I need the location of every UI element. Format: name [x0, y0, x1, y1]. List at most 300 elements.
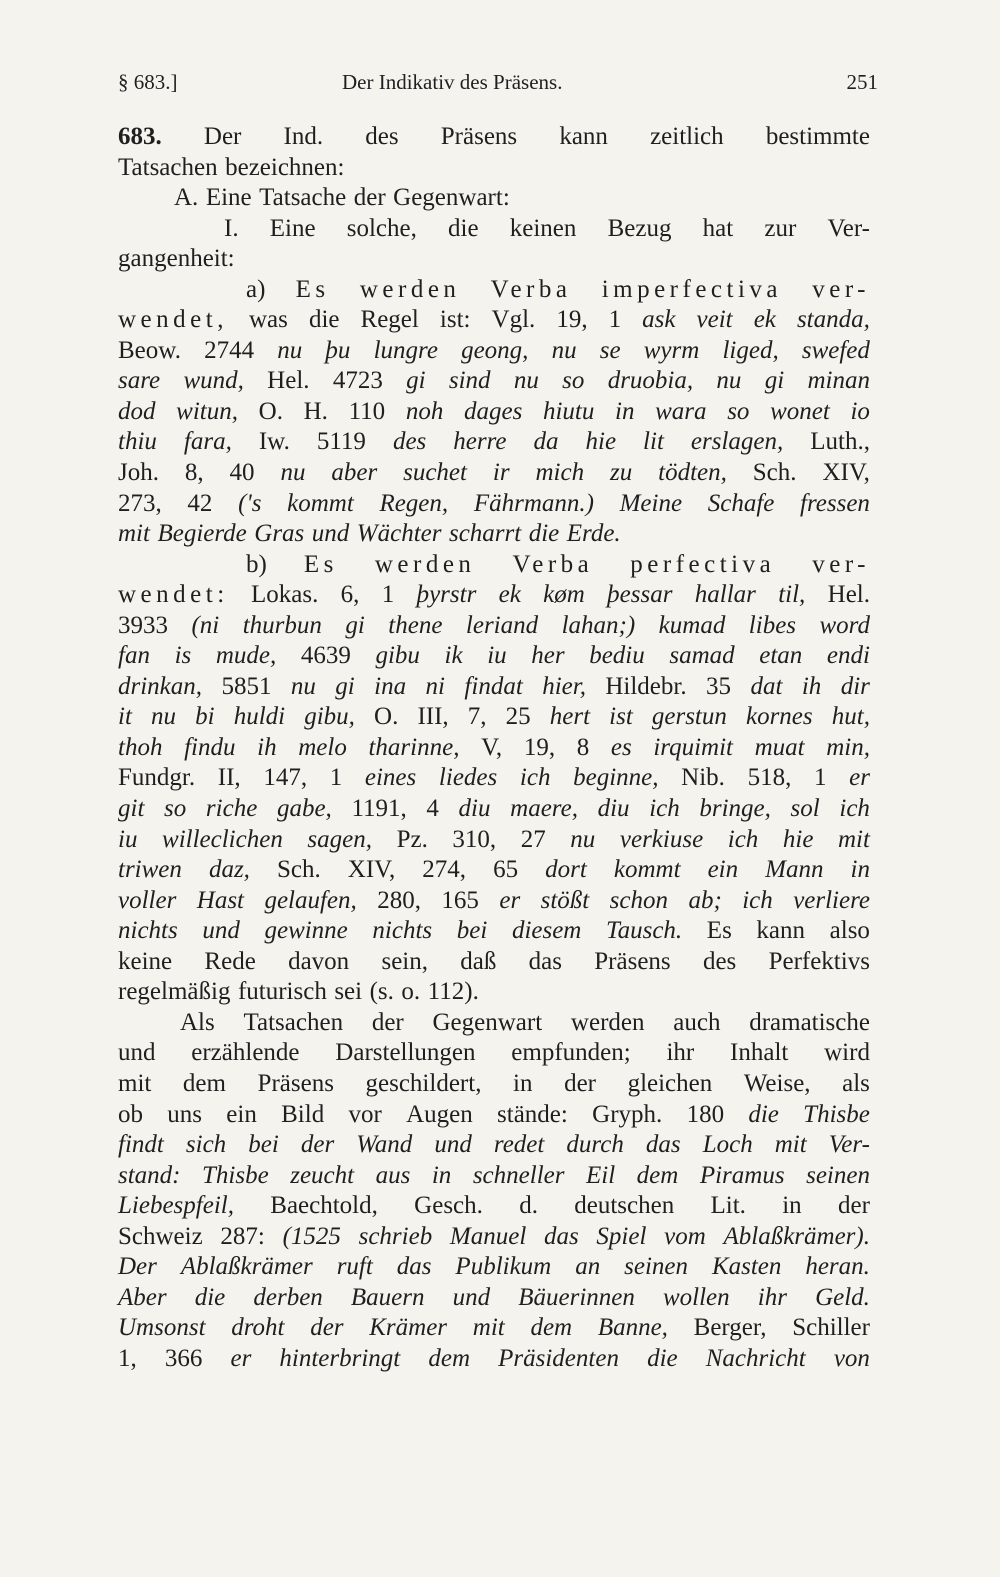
word: swefed: [801, 336, 870, 364]
word: o.: [401, 978, 421, 1006]
word: Sch.: [276, 856, 321, 884]
word: Hel.: [267, 367, 310, 395]
word: gi: [345, 611, 365, 639]
word: wonet: [770, 397, 830, 425]
word: Schweiz: [118, 1222, 203, 1250]
word: Präsidenten: [498, 1344, 619, 1372]
word: Hast: [196, 886, 244, 914]
word: (s.: [369, 978, 394, 1006]
text-line: [118, 397, 870, 428]
word: 1,: [118, 1344, 137, 1372]
word: keinen: [509, 214, 577, 242]
word: dir: [840, 672, 870, 700]
word: auch: [673, 1008, 721, 1036]
word: ver-: [812, 275, 870, 303]
word: 112).: [427, 978, 479, 1006]
word: werden: [359, 275, 461, 303]
word: Gras: [254, 520, 305, 548]
word: derben: [253, 1283, 323, 1311]
word: sei: [334, 978, 363, 1006]
word: der: [353, 184, 386, 212]
word: keine: [118, 947, 173, 975]
word: minan: [807, 367, 870, 395]
text-line: [118, 366, 870, 397]
word: ihr: [666, 1039, 695, 1067]
text-line: [118, 1222, 870, 1253]
word: und: [311, 520, 350, 548]
word: Fährmann.): [473, 489, 594, 517]
word: Es: [295, 275, 330, 303]
word: Tatsachen: [118, 153, 218, 181]
word: schneller: [472, 1161, 565, 1189]
word: sind: [448, 367, 491, 395]
page-number: 251: [846, 70, 878, 94]
word: also: [829, 917, 870, 945]
word: Inhalt: [730, 1039, 789, 1067]
word: dat: [750, 672, 783, 700]
word: davon: [288, 947, 350, 975]
text-line: [118, 1130, 870, 1161]
word: Banne,: [597, 1314, 668, 1342]
word: kommt: [287, 489, 354, 517]
word: kann: [559, 123, 608, 150]
word: tödten,: [658, 459, 727, 487]
word: ih: [801, 672, 822, 700]
word: ek: [753, 306, 776, 334]
word: 518,: [747, 764, 792, 792]
text-line: [118, 183, 870, 214]
word: seinen: [624, 1253, 688, 1281]
text-line: [118, 1161, 870, 1192]
word: vom: [664, 1222, 706, 1250]
word: gibu: [375, 642, 420, 670]
word: kommt: [613, 856, 681, 884]
word: suchet: [403, 459, 467, 487]
word: nu: [513, 367, 539, 395]
body-text: [118, 122, 870, 1374]
word: dem: [530, 1314, 573, 1342]
word: ob: [118, 1100, 143, 1128]
word: der: [300, 1131, 335, 1159]
word: Luth.,: [810, 428, 870, 456]
word: an: [575, 1253, 601, 1281]
word: Geld.: [815, 1283, 870, 1311]
word: erslagen,: [690, 428, 784, 456]
word: wyrm: [643, 336, 700, 364]
word: ich: [727, 825, 759, 853]
word: riche: [205, 795, 258, 823]
text-line: [118, 825, 870, 856]
word: hier,: [542, 672, 586, 700]
word: zeucht: [290, 1161, 355, 1189]
word: diesem: [511, 917, 582, 945]
word: Verba: [490, 275, 572, 303]
word: Gegenwart: [432, 1008, 543, 1036]
word: werden: [570, 1008, 645, 1036]
text-line: [118, 427, 870, 458]
word: Regen,: [379, 489, 449, 517]
word: thene: [388, 611, 443, 639]
section-reference: § 683.]: [118, 70, 178, 94]
text-line: [118, 794, 870, 825]
word: Hel.: [827, 581, 870, 609]
word: bediu: [589, 642, 645, 670]
word: it: [118, 703, 132, 731]
word: Es: [303, 550, 338, 578]
text-line: [118, 580, 870, 611]
text-line: [118, 1038, 870, 1069]
word: Joh.: [118, 459, 159, 487]
word: 19,: [523, 733, 556, 761]
word: ich: [839, 795, 870, 823]
word: das: [396, 1253, 432, 1281]
word: nichts: [372, 917, 433, 945]
word: se: [599, 336, 621, 364]
word: wara: [655, 397, 707, 425]
word: erzählende: [191, 1039, 300, 1067]
word: und: [434, 1131, 472, 1159]
word: þyrstr: [416, 581, 477, 609]
text-line: [118, 1008, 870, 1039]
word: 1191,: [351, 795, 407, 823]
word: wendet,: [118, 306, 228, 334]
word: gabe,: [276, 795, 332, 823]
word: Augen: [406, 1100, 473, 1128]
word: nichts: [118, 917, 178, 945]
word: und: [118, 1039, 156, 1067]
word: 147,: [263, 764, 308, 792]
word: futurisch: [237, 978, 327, 1006]
word: in: [850, 856, 870, 884]
word: ('s: [238, 489, 262, 517]
word: Baechtold,: [270, 1192, 378, 1220]
word: die: [448, 214, 479, 242]
word: durch: [566, 1131, 624, 1159]
word: mit: [774, 1131, 807, 1159]
text-line: [118, 886, 870, 917]
word: Es: [706, 917, 732, 945]
word: Meine: [619, 489, 683, 517]
word: diu: [597, 795, 630, 823]
word: 273,: [118, 489, 162, 517]
word: ina: [374, 672, 407, 700]
word: V,: [481, 733, 503, 761]
word: lungre: [373, 336, 438, 364]
text-line: [118, 1100, 870, 1131]
word: wendet:: [118, 581, 229, 609]
word: drinkan,: [118, 672, 203, 700]
word: ich: [742, 886, 773, 914]
word: zu: [609, 459, 633, 487]
text-line: [118, 1069, 870, 1100]
word: II,: [217, 764, 241, 792]
word: perfectiva: [630, 550, 776, 578]
word: hiutu: [542, 397, 595, 425]
word: her: [531, 642, 565, 670]
word: bestimmte: [765, 123, 870, 150]
word: findt: [118, 1131, 164, 1159]
word: leriand: [465, 611, 539, 639]
text-line: [118, 1191, 870, 1222]
word: des: [702, 947, 737, 975]
word: gerstun: [651, 703, 727, 731]
word: gi: [335, 672, 355, 700]
word: uns: [167, 1100, 203, 1128]
word: Präsens: [594, 947, 671, 975]
text-line: [118, 153, 870, 184]
word: A.: [174, 184, 199, 212]
word: 65: [493, 856, 519, 884]
word: Nib.: [681, 764, 725, 792]
word: er: [849, 764, 870, 792]
word: Wächter: [356, 520, 442, 548]
word: ir: [492, 459, 510, 487]
word: das: [528, 947, 562, 975]
word: ich: [649, 795, 680, 823]
word: Darstellungen: [335, 1039, 476, 1067]
word: die: [647, 1344, 678, 1372]
word: Ver-: [828, 1131, 870, 1159]
word: hie: [585, 428, 617, 456]
word: als: [842, 1069, 870, 1097]
word: melo: [298, 733, 347, 761]
word: gelaufen,: [264, 886, 357, 914]
word: dem: [182, 1069, 226, 1097]
word: fressen: [800, 489, 870, 517]
word: Spiel: [596, 1222, 647, 1250]
text-line: [118, 855, 870, 886]
word: Bezug: [607, 214, 672, 242]
word: Rede: [204, 947, 256, 975]
text-line: [118, 305, 870, 336]
word: regelmäßig: [118, 978, 231, 1006]
word: Beow.: [118, 336, 181, 364]
word: d.: [519, 1192, 538, 1220]
word: 8: [576, 733, 590, 761]
word: 27: [520, 825, 546, 853]
word: 1: [329, 764, 343, 792]
word: redet: [493, 1131, 545, 1159]
word: mude,: [215, 642, 277, 670]
text-line: [118, 916, 870, 947]
word: und: [452, 1283, 491, 1311]
word: Berger,: [693, 1314, 767, 1342]
word: des: [392, 428, 427, 456]
word: mit: [118, 1069, 152, 1097]
word: druobia,: [607, 367, 694, 395]
word: 280,: [377, 886, 421, 914]
word: voller: [118, 886, 177, 914]
text-line: [118, 519, 870, 550]
word: Verba: [512, 550, 594, 578]
word: Vgl.: [491, 306, 536, 334]
word: ask: [642, 306, 676, 334]
text-line: [118, 244, 870, 275]
word: O.: [258, 397, 283, 425]
text-line: [118, 1344, 870, 1375]
word: 1: [381, 581, 395, 609]
word: so: [164, 795, 187, 823]
word: Liebespfeil,: [118, 1192, 234, 1220]
word: Lokas.: [250, 581, 319, 609]
word: bezeichnen:: [225, 153, 345, 181]
word: Nachricht: [705, 1344, 806, 1372]
word: Schafe: [707, 489, 775, 517]
word: veit: [696, 306, 733, 334]
word: endi: [826, 642, 870, 670]
text-line: [118, 489, 870, 520]
word: XIV,: [822, 459, 870, 487]
word: der: [371, 1008, 404, 1036]
word: tharinne,: [368, 733, 460, 761]
word: Umsonst: [118, 1314, 206, 1342]
word: sol: [790, 795, 820, 823]
word: lit: [643, 428, 664, 456]
word: ein: [226, 1100, 257, 1128]
word: die: [308, 306, 340, 334]
word: fara,: [183, 428, 232, 456]
word: 4723: [332, 367, 383, 395]
word: was: [249, 306, 288, 334]
word: þessar: [607, 581, 673, 609]
word: bringe,: [699, 795, 771, 823]
word: verliere: [793, 886, 870, 914]
word: in: [513, 1069, 533, 1097]
text-line: [118, 611, 870, 642]
word: nu: [716, 367, 742, 395]
word: zur: [764, 214, 797, 242]
word: Ind.: [283, 123, 324, 150]
word: Gegenwart:: [393, 184, 510, 212]
word: Begierde: [157, 520, 247, 548]
word: seinen: [806, 1161, 870, 1189]
word: kornes: [745, 703, 813, 731]
word: er: [499, 886, 521, 914]
word: vor: [348, 1100, 382, 1128]
text-line: [118, 458, 870, 489]
word: Als: [180, 1008, 215, 1036]
word: Loch: [702, 1131, 753, 1159]
word: Ablaßkrämer: [180, 1253, 313, 1281]
word: dages: [463, 397, 523, 425]
word: word: [819, 611, 870, 639]
word: Manuel: [449, 1222, 527, 1250]
word: schrieb: [358, 1222, 433, 1250]
word: dem: [636, 1161, 679, 1189]
word: aber: [331, 459, 378, 487]
word: findu: [184, 733, 236, 761]
word: da: [533, 428, 559, 456]
word: 5851: [221, 672, 272, 700]
word: in: [431, 1161, 452, 1189]
word: ich: [519, 764, 551, 792]
word: das: [543, 1222, 579, 1250]
word: Bäuerinnen: [518, 1283, 635, 1311]
word: etan: [759, 642, 803, 670]
word: Bauern: [350, 1283, 425, 1311]
word: 1: [813, 764, 827, 792]
word: ist:: [439, 306, 471, 334]
text-line: [118, 641, 870, 672]
word: Thisbe: [803, 1100, 870, 1128]
word: empfunden;: [511, 1039, 631, 1067]
word: io: [850, 397, 870, 425]
word: findat: [464, 672, 523, 700]
word: dem: [428, 1344, 471, 1372]
word: stand:: [118, 1161, 181, 1189]
word: køm: [543, 581, 585, 609]
word: Schiller: [792, 1314, 870, 1342]
word: Gryph.: [592, 1100, 663, 1128]
word: der: [310, 1314, 344, 1342]
text-line: [118, 275, 870, 306]
word: gi: [406, 367, 426, 395]
word: wollen: [662, 1283, 730, 1311]
word: Eil: [585, 1161, 616, 1189]
word: Ver-: [827, 214, 870, 242]
word: das: [645, 1131, 681, 1159]
text-line: [118, 977, 870, 1008]
running-header: [118, 62, 878, 102]
word: hert: [549, 703, 591, 731]
word: 6,: [340, 581, 360, 609]
word: verkiuse: [619, 825, 704, 853]
word: ein: [707, 856, 739, 884]
word: þu: [325, 336, 351, 364]
word: nu: [551, 336, 577, 364]
word: Gesch.: [414, 1192, 483, 1220]
word: Tatsachen: [243, 1008, 344, 1036]
word: Bild: [281, 1100, 325, 1128]
word: nu: [280, 459, 306, 487]
word: Eine: [205, 184, 252, 212]
word: in: [782, 1192, 802, 1220]
word: gewinne: [264, 917, 348, 945]
word: kann: [756, 917, 806, 945]
word: ik: [444, 642, 463, 670]
word: Perfektivs: [768, 947, 870, 975]
word: 5119: [316, 428, 366, 456]
word: Fundgr.: [118, 764, 196, 792]
text-line: [118, 1283, 870, 1314]
word: die: [748, 1100, 779, 1128]
word: git: [118, 795, 145, 823]
word: mit: [838, 825, 870, 853]
word: von: [833, 1344, 870, 1372]
word: XIV,: [347, 856, 396, 884]
word: geschildert,: [365, 1069, 482, 1097]
word: solche,: [346, 214, 417, 242]
word: Der: [118, 1253, 157, 1281]
word: Iw.: [258, 428, 290, 456]
word: 4: [426, 795, 439, 823]
word: muat: [754, 733, 805, 761]
word: eines: [364, 764, 417, 792]
word: mich: [535, 459, 585, 487]
word: (ni: [191, 611, 220, 639]
word: lahan;): [561, 611, 636, 639]
word: Hildebr.: [605, 672, 687, 700]
word: sein,: [381, 947, 428, 975]
text-line: [118, 702, 870, 733]
text-line: [118, 550, 870, 581]
word: 110: [348, 397, 386, 425]
word: Eine: [269, 214, 316, 242]
word: ruft: [336, 1253, 373, 1281]
word: herre: [453, 428, 507, 456]
word: nu: [277, 336, 303, 364]
word: libes: [748, 611, 797, 639]
